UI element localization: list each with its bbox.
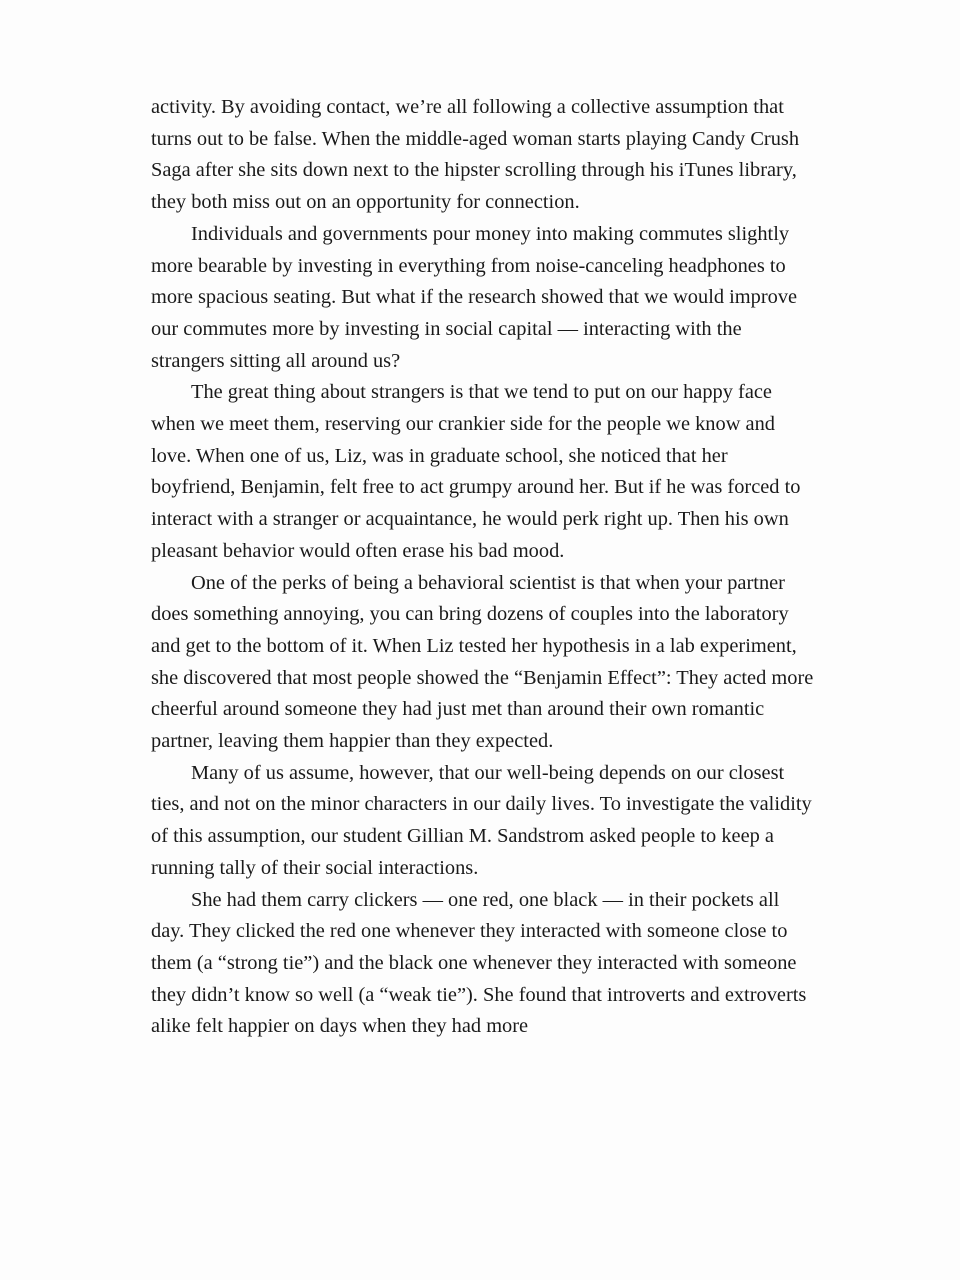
paragraph-5: Many of us assume, however, that our well-being depends on our closest ties, and not on the minor characters in our daily lives. To investigate the validity of this assumption, our student Gillian M. Sandstrom asked people to keep a running tally of their social interactions. <box>151 761 812 879</box>
paragraph-4: One of the perks of being a behavioral scientist is that when your partner does something annoying, you can bring dozens of couples into the laboratory and get to the bottom of it. When Liz tested her hypothesis in a lab experiment, she discovered that most people showed the “Benjamin Effect”: They acted more cheerful around someone they had just met than around their own romantic partner, leaving them happier than they expected. <box>151 571 814 753</box>
paragraph-6: She had them carry clickers — one red, one black — in their pockets all day. They clicked the red one whenever they interacted with someone close to them (a “strong tie”) and the black one whenever they interacted with someone they didn’t know so well (a “weak tie”). She found that introverts and extroverts alike felt happier on days when they had more <box>151 888 807 1038</box>
paragraph-3: The great thing about strangers is that we tend to put on our happy face when we meet them, reserving our crankier side for the people we know and love. When one of us, Liz, was in graduate school, she noticed that her boyfriend, Benjamin, felt free to act grumpy around her. But if he was forced to interact with a stranger or acquaintance, he would perk right up. Then his own pleasant behavior would often erase his bad mood. <box>151 381 801 562</box>
paragraph-1: activity. By avoiding contact, we’re all following a collective assumption that turns out to be false. When the middle-aged woman starts playing Candy Crush Saga after she sits down next to the hipster scrolling through his iTunes library, they both miss out on an opportunity for connection. <box>151 96 800 214</box>
paragraph-2: Individuals and governments pour money into making commutes slightly more bearable by investing in everything from noise-canceling headphones to more spacious seating. But what if the research showed that we would improve our commutes more by investing in social capital — interacting with the strangers sitting all around us? <box>151 222 798 372</box>
body-text <box>151 92 816 1043</box>
